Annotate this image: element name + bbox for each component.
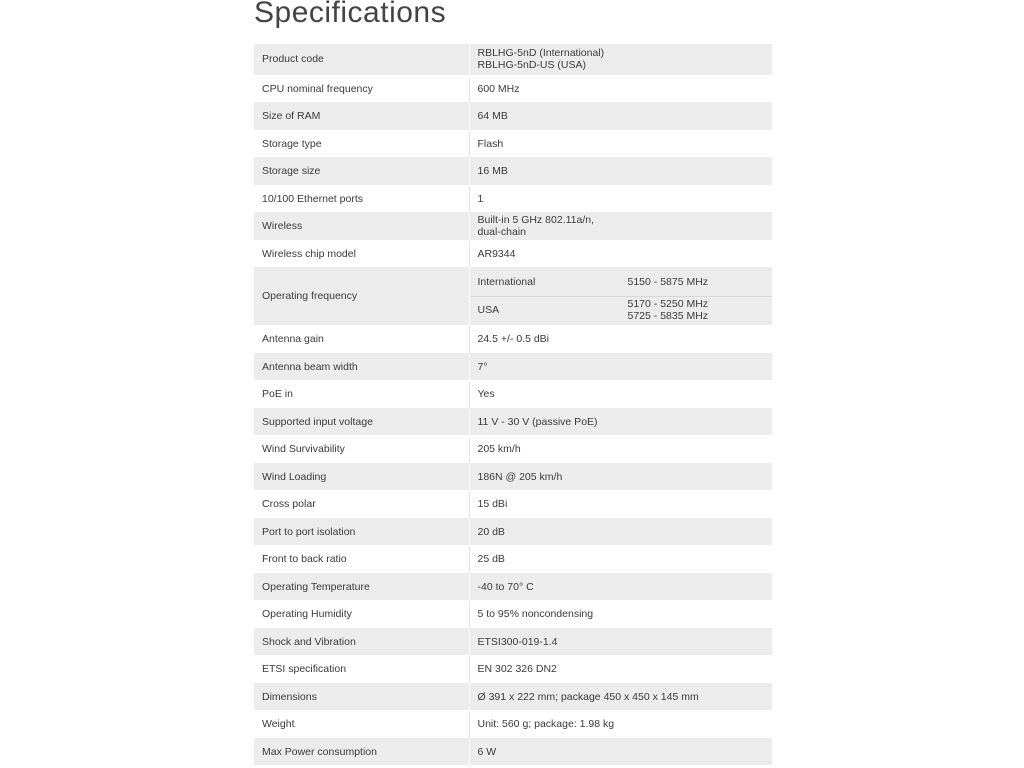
table-row: [254, 267, 772, 325]
spec-value: [469, 75, 772, 102]
table-row: [254, 157, 772, 185]
spec-label: Shock and Vibration: [254, 628, 469, 655]
spec-value: [469, 545, 772, 573]
spec-value-line: Unit: 560 g; package: 1.98 kg: [477, 718, 615, 730]
spec-value-line: 7°: [477, 360, 488, 373]
frequency-range: [628, 269, 773, 297]
spec-label: Port to port isolation: [254, 518, 469, 545]
spec-value: [469, 655, 772, 683]
spec-value-line: 600 MHz: [477, 82, 520, 95]
spec-value: [469, 44, 772, 75]
spec-label: Cross polar: [254, 490, 469, 518]
table-row: [254, 212, 772, 240]
spec-value-line: Flash: [477, 137, 504, 150]
spec-value-line: Yes: [477, 388, 495, 400]
spec-value: [469, 435, 772, 463]
spec-label: Operating Humidity: [254, 600, 469, 628]
spec-value-line: 11 V - 30 V (passive PoE): [477, 415, 598, 428]
spec-label: Wireless: [254, 212, 469, 240]
table-row: [254, 655, 772, 683]
spec-label: Supported input voltage: [254, 408, 469, 435]
spec-value-line: 15 dBi: [477, 498, 508, 510]
spec-label: Antenna gain: [254, 325, 469, 353]
table-row: [254, 683, 772, 710]
spec-value-line: Ø 391 x 222 mm; package 450 x 450 x 145 mm: [477, 690, 699, 703]
table-row: [254, 353, 772, 380]
table-row: [254, 738, 772, 765]
table-row: [254, 102, 772, 130]
spec-value-line: 16 MB: [477, 165, 508, 177]
frequency-range-line: 5170 - 5250 MHz: [627, 298, 709, 310]
spec-value: [469, 738, 772, 765]
spec-label: Storage size: [254, 157, 469, 185]
frequency-range-line: 5150 - 5875 MHz: [627, 276, 709, 288]
table-row: [254, 600, 772, 628]
spec-value: [469, 185, 772, 212]
frequency-region: USA: [470, 296, 628, 324]
table-row: [254, 408, 772, 435]
spec-value: [469, 600, 772, 628]
spec-label: Wireless chip model: [254, 240, 469, 267]
spec-value: [469, 130, 772, 157]
frequency-range: [628, 296, 773, 324]
frequency-range-line: 5725 - 5835 MHz: [627, 310, 709, 322]
table-row: [254, 380, 772, 408]
spec-value: [469, 157, 772, 185]
spec-value-line: Built-in 5 GHz 802.11a/n,: [477, 214, 595, 226]
spec-value: [469, 490, 772, 518]
spec-value: [469, 518, 772, 545]
table-row: [254, 573, 772, 600]
spec-value: [469, 325, 772, 353]
spec-label: Antenna beam width: [254, 353, 469, 380]
table-row: [254, 545, 772, 573]
table-row: [254, 710, 772, 738]
spec-label: Size of RAM: [254, 102, 469, 130]
spec-value-line: RBLHG-5nD-US (USA): [477, 59, 587, 72]
spec-value-line: dual-chain: [477, 226, 526, 238]
table-row: [254, 490, 772, 518]
frequency-region: International: [470, 269, 628, 297]
spec-value-line: 6 W: [477, 745, 497, 758]
table-row: [254, 44, 772, 75]
table-row: [254, 240, 772, 267]
spec-label: CPU nominal frequency: [254, 75, 469, 102]
frequency-subtable: [470, 269, 773, 324]
spec-label: ETSI specification: [254, 655, 469, 683]
spec-label: Front to back ratio: [254, 545, 469, 573]
spec-label: Product code: [254, 44, 469, 75]
spec-value-operating-frequency: [469, 267, 772, 325]
spec-value: [469, 710, 772, 738]
spec-value-line: 186N @ 205 km/h: [477, 470, 563, 483]
spec-label: Wind Loading: [254, 463, 469, 490]
spec-value-line: 1: [477, 192, 484, 205]
specifications-table-body: [254, 44, 772, 765]
table-row: [254, 75, 772, 102]
spec-value-line: ETSI300-019-1.4: [477, 635, 558, 648]
frequency-subtable-row: [470, 269, 773, 297]
spec-value: [469, 102, 772, 130]
table-row: [254, 435, 772, 463]
spec-value: [469, 463, 772, 490]
spec-value-line: EN 302 326 DN2: [477, 663, 557, 675]
spec-label: Operating Temperature: [254, 573, 469, 600]
table-row: [254, 185, 772, 212]
spec-value-line: 20 dB: [477, 525, 505, 538]
spec-value-line: RBLHG-5nD (International): [477, 47, 605, 60]
spec-label: PoE in: [254, 380, 469, 408]
specifications-table: [254, 44, 772, 766]
spec-label: Storage type: [254, 130, 469, 157]
spec-value: [469, 573, 772, 600]
spec-label: Operating frequency: [254, 267, 469, 325]
table-row: [254, 463, 772, 490]
table-row: [254, 518, 772, 545]
spec-value-line: 5 to 95% noncondensing: [477, 608, 594, 620]
spec-value-line: 64 MB: [477, 110, 508, 122]
frequency-subtable-row: [470, 296, 773, 324]
spec-value: [469, 683, 772, 710]
spec-value: [469, 353, 772, 380]
spec-value-line: 24.5 +/- 0.5 dBi: [477, 333, 550, 345]
spec-value-line: 205 km/h: [477, 443, 521, 455]
spec-value: [469, 628, 772, 655]
table-row: [254, 628, 772, 655]
spec-label: Weight: [254, 710, 469, 738]
spec-label: Wind Survivability: [254, 435, 469, 463]
table-row: [254, 130, 772, 157]
spec-value-line: 25 dB: [477, 553, 505, 565]
spec-value-line: -40 to 70° C: [477, 580, 534, 593]
spec-value: [469, 212, 772, 240]
page-title: Specifications: [254, 0, 447, 29]
spec-label: Max Power consumption: [254, 738, 469, 765]
spec-value: [469, 380, 772, 408]
spec-value-line: AR9344: [477, 247, 516, 260]
spec-label: 10/100 Ethernet ports: [254, 185, 469, 212]
spec-value: [469, 408, 772, 435]
table-row: [254, 325, 772, 353]
spec-value: [469, 240, 772, 267]
spec-label: Dimensions: [254, 683, 469, 710]
